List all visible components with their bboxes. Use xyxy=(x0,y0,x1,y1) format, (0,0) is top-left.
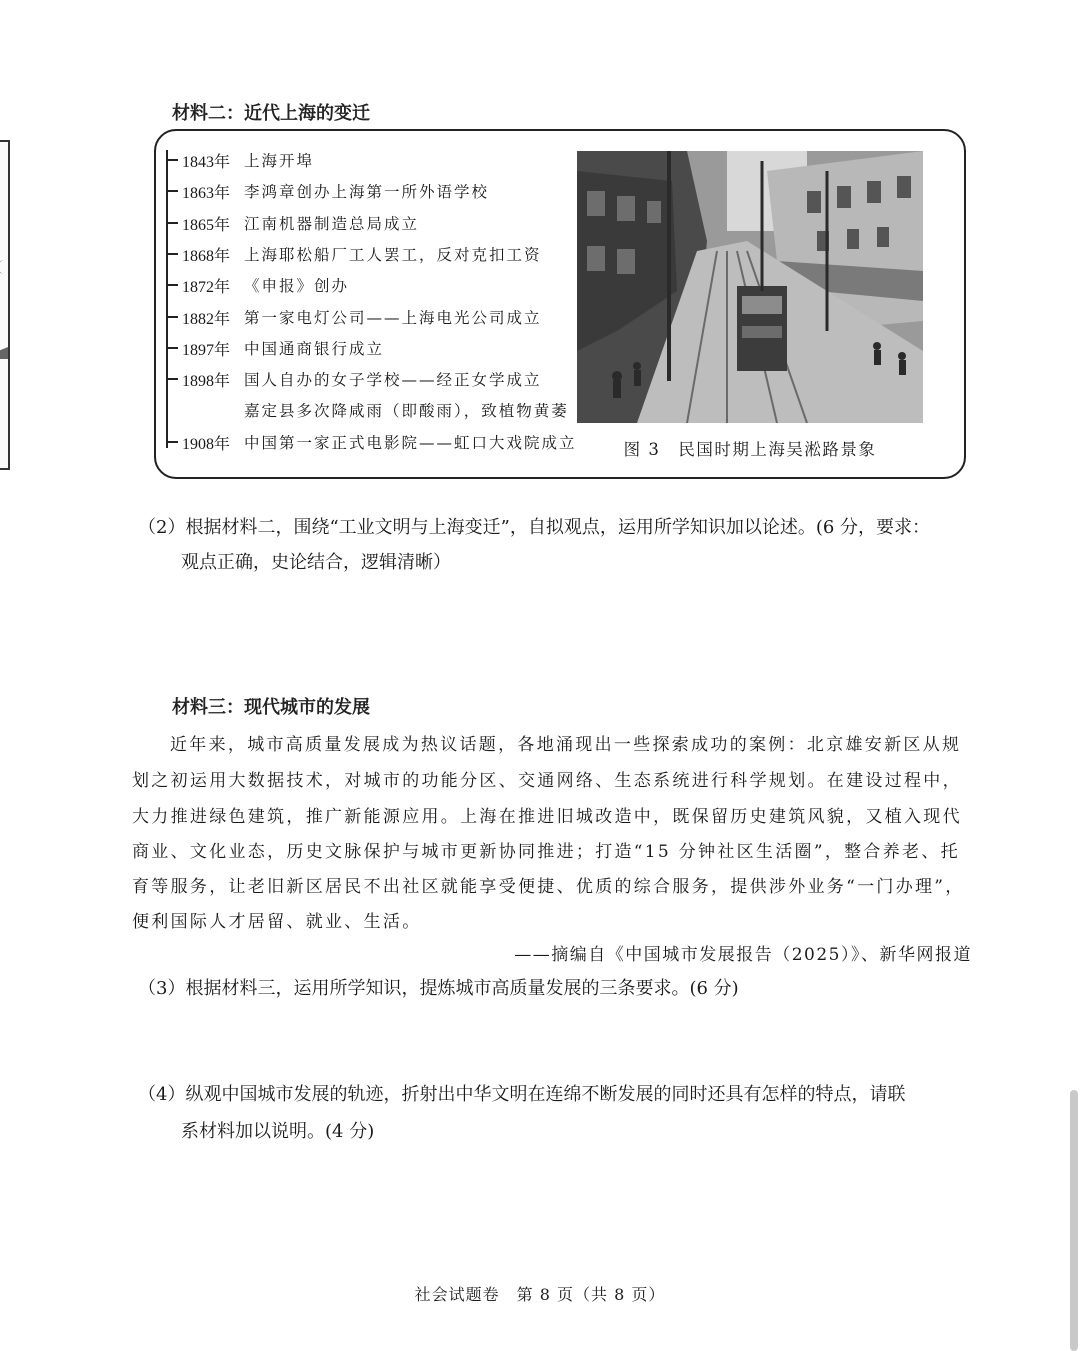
timeline-text: 《申报》创办 xyxy=(244,277,350,295)
timeline-year: 1898年 xyxy=(182,372,231,390)
material3-paragraph-line: 划之初运用大数据技术，对城市的功能分区、交通网络、生态系统进行科学规划。在建设过程中， xyxy=(132,771,962,791)
material3-paragraph-line: 便利国际人才居留、就业、生活。 xyxy=(132,912,422,932)
material2-heading: 材料二：近代上海的变迁 xyxy=(172,103,370,124)
street-photo xyxy=(577,151,923,423)
timeline-text: 江南机器制造总局成立 xyxy=(244,215,420,233)
question-2-line2: 观点正确，史论结合，逻辑清晰） xyxy=(181,552,451,573)
adjacent-page-mark xyxy=(0,260,5,274)
timeline-year: 1865年 xyxy=(182,216,231,234)
timeline-text: 中国第一家正式电影院——虹口大戏院成立 xyxy=(244,434,577,452)
timeline-item xyxy=(166,367,542,391)
scrollbar[interactable] xyxy=(1070,1090,1078,1351)
timeline-year: 1863年 xyxy=(182,184,231,202)
question-4-line1: （4）纵观中国城市发展的轨迹，折射出中华文明在连绵不断发展的同时还具有怎样的特点，请联 xyxy=(138,1084,906,1105)
timeline-item xyxy=(166,273,349,297)
question-4-line2: 系材料加以说明。(4 分) xyxy=(181,1121,375,1142)
timeline-text: 上海开埠 xyxy=(244,152,315,170)
timeline-item xyxy=(166,211,419,235)
timeline-year: 1868年 xyxy=(182,247,231,265)
timeline-text: 国人自办的女子学校——经正女学成立 xyxy=(244,371,542,389)
timeline-text: 李鸿章创办上海第一所外语学校 xyxy=(244,183,490,201)
timeline-year: 1843年 xyxy=(182,153,231,171)
question-2-line1: （2）根据材料二，围绕“工业文明与上海变迁”，自拟观点，运用所学知识加以论述。(6 分，要求： xyxy=(138,517,931,538)
timeline-year: 1872年 xyxy=(182,278,231,296)
timeline-year: 1882年 xyxy=(182,310,231,328)
timeline-item xyxy=(166,336,384,360)
material3-paragraph-line: 育等服务，让老旧新区居民不出社区就能享受便捷、优质的综合服务，提供涉外业务“一门办理”， xyxy=(132,877,965,897)
material3-source: ——摘编自《中国城市发展报告（2025）》、新华网报道 xyxy=(514,945,972,965)
question-3: （3）根据材料三，运用所学知识，提炼城市高质量发展的三条要求。(6 分) xyxy=(138,978,739,999)
material3-paragraph-line: 商业、文化业态，历史文脉保护与城市更新协同推进；打造“15 分钟社区生活圈”，整合养老、托 xyxy=(132,842,960,862)
material3-paragraph-line: 近年来，城市高质量发展成为热议话题，各地涌现出一些探索成功的案例：北京雄安新区从规 xyxy=(170,735,962,755)
page-footer: 社会试题卷 第 8 页（共 8 页） xyxy=(414,1285,666,1304)
timeline-text: 上海耶松船厂工人罢工，反对克扣工资 xyxy=(244,246,542,264)
adjacent-page-mark xyxy=(0,347,8,359)
timeline-item xyxy=(166,430,577,454)
timeline-year: 1908年 xyxy=(182,435,231,453)
timeline-text-continued: 嘉定县多次降咸雨（即酸雨），致植物黄萎 xyxy=(244,402,569,420)
timeline-item xyxy=(166,305,542,329)
timeline-item xyxy=(166,148,314,172)
adjacent-page-edge xyxy=(0,140,10,470)
material3-heading: 材料三：现代城市的发展 xyxy=(172,697,370,718)
timeline-item xyxy=(166,179,489,203)
material3-paragraph-line: 大力推进绿色建筑，推广新能源应用。上海在推进旧城改造中，既保留历史建筑风貌，又植入现代 xyxy=(132,807,962,827)
figure-caption: 图 3 民国时期上海吴淞路景象 xyxy=(623,440,877,459)
timeline-item xyxy=(166,242,542,266)
timeline-year: 1897年 xyxy=(182,341,231,359)
timeline-text: 第一家电灯公司——上海电光公司成立 xyxy=(244,309,542,327)
timeline-text: 中国通商银行成立 xyxy=(244,340,385,358)
